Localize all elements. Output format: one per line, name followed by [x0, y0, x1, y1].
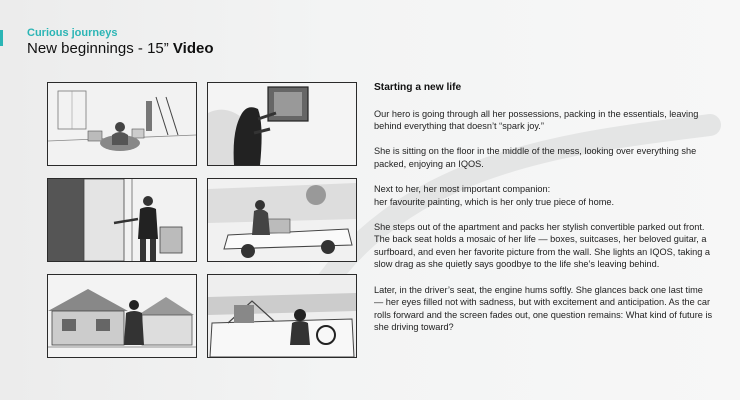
story-paragraph-2: She is sitting on the floor in the middle of the mess, looking over everything she packed, enjoying an IQOS. — [374, 146, 697, 169]
title-main: New beginnings - 15” — [27, 40, 169, 57]
page-title — [27, 40, 214, 57]
title-bold: Video — [172, 40, 214, 57]
story-heading: Starting a new life — [374, 82, 462, 93]
storyboard-panel-5 — [47, 274, 197, 358]
storyboard-grid — [47, 82, 347, 374]
story-paragraph-5: Later, in the driver’s seat, the engine hums softly. She glances back one last time — her eyes filled not with sadness, but with excitement and anticipation. As the car rolls forward and the screen fades out, one question remains: What kind of future is she driving toward? — [374, 284, 713, 333]
eyebrow-label: Curious journeys — [27, 27, 118, 39]
storyboard-panel-1 — [47, 82, 197, 166]
storyboard-panel-6 — [207, 274, 357, 358]
storyboard-panel-3 — [47, 178, 197, 262]
story-paragraph-3: Next to her, her most important companion: her favourite painting, which is her only true piece of home. — [374, 183, 615, 207]
storyboard-panel-2 — [207, 82, 357, 166]
storyboard-panel-4 — [207, 178, 357, 262]
story-paragraph-1: Our hero is going through all her possessions, packing in the essentials, leaving behind everything that doesn’t “spark joy.” — [374, 108, 699, 132]
story-text-column — [374, 82, 714, 346]
story-paragraph-4: She steps out of the apartment and packs her stylish convertible parked out front. The back seat holds a mosaic of her life — boxes, suitcases, her beloved guitar, a surfboard, and even her favorite picture from the wall. She lights an IQOS, taking a slow drag as she quietly says goodbye to the life she’s leaving behind. — [374, 221, 711, 270]
accent-bar — [0, 30, 3, 46]
